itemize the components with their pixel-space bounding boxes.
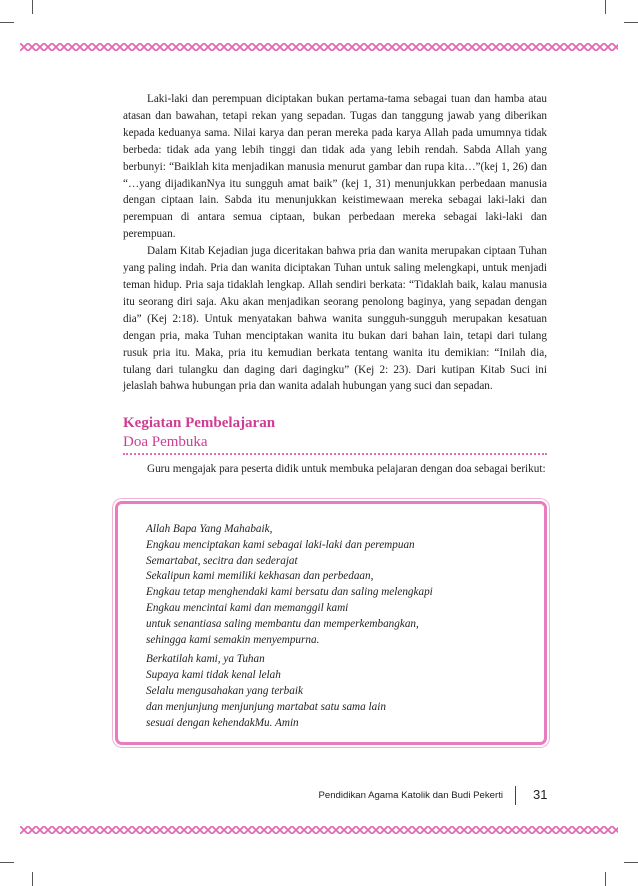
footer-separator [515,786,516,805]
paragraph: Laki-laki dan perempuan diciptakan bukan pertama-tama sebagai tuan dan hamba atau atasan dan bawahan, tetapi rekan yang sepadan. Tugas dan tanggung jawab yang diberikan kepada keduanya sama. Nilai karya dan peran mereka pada karya Allah pada umumnya tidak berbeda: tidak ada yang lebih tinggi dan tidak ada yang lebih rendah. Sabda Allah yang berbunyi: “Baiklah kita menjadikan manusia menurut gambar dan rupa kita…”(kej 1, 26) dan “…yang dijadikanNya itu sungguh amat baik” (kej 1, 31) menunjukkan perbedaan manusia dengan ciptaan lain. Sabda itu menunjukkan keistimewaan mereka sebagai laki-laki dan perempuan di antara semua ciptaan, bukan perbedaan mereka sebagai laki-laki dan perempuan. [123,93,547,241]
prayer-stanza [146,522,536,648]
prayer-line: Allah Bapa Yang Mahabaik, [146,523,273,535]
prayer-line: dan menjunjung menjunjung martabat satu sama lain [146,700,386,713]
section-subheading: Doa Pembuka [123,434,208,450]
prayer-text [146,522,536,731]
prayer-line: Engkau menciptakan kami sebagai laki-laki dan perempuan [146,538,415,551]
crop-mark [624,862,638,863]
decorative-band-bottom [20,826,618,834]
prayer-stanza [146,652,536,731]
crop-mark [605,872,606,886]
instruction-text [123,461,547,478]
crop-mark [0,22,14,23]
prayer-line: Selalu mengusahakan yang terbaik [146,684,303,697]
prayer-line: Engkau mencintai kami dan memanggil kami [146,601,349,614]
prayer-box [115,501,547,745]
section-heading: Kegiatan Pembelajaran [123,415,276,431]
prayer-line: Supaya kami tidak kenal lelah [146,669,281,682]
prayer-line: Semartabat, secitra dan sederajat [146,554,298,567]
prayer-line: untuk senantiasa saling membantu dan memperkembangkan, [146,617,419,630]
crop-mark [32,0,33,14]
footer-book-title: Pendidikan Agama Katolik dan Budi Pekerti [318,790,503,801]
prayer-line: sehingga kami semakin menyempurna. [146,633,320,646]
crop-mark [0,862,14,863]
crop-mark [624,22,638,23]
prayer-line: Engkau tetap menghendaki kami bersatu dan saling melengkapi [146,586,433,599]
crop-mark [605,0,606,14]
decorative-band-top [20,43,618,51]
paragraph: Dalam Kitab Kejadian juga diceritakan bahwa pria dan wanita merupakan ciptaan Tuhan yang paling indah. Pria dan wanita diciptakan Tuhan untuk saling melengkapi, untuk menjadi teman hidup. Pria saja tidaklah lengkap. Allah sendiri berkata: “Tidaklah baik, kalau manusia itu seorang diri saja. Aku akan menjadikan seorang penolong baginya, yang sepadan dengan dia” (Kej 2:18). Untuk menyatakan bahwa wanita sungguh-sungguh merupakan kesatuan dengan pria, maka Tuhan menciptakan wanita itu bukan dari bahan lain, tetapi dari tulang rusuk pria itu. Maka, pria itu kemudian berkata tentang wanita itu demikian: “Inilah dia, tulang dari tulangku dan daging dari dagingku” (Kej 2: 23). Dari kutipan Kitab Suci ini jelaslah bahwa hubungan pria dan wanita adalah hubungan yang suci dan sepadan. [123,245,547,393]
prayer-line: sesuai dengan kehendakMu. Amin [146,716,299,729]
prayer-line: Berkatilah kami, ya Tuhan [146,653,265,666]
page-number: 31 [533,787,548,802]
crop-mark [32,872,33,886]
dotted-divider [123,453,547,455]
paragraph: Guru mengajak para peserta didik untuk membuka pelajaran dengan doa sebagai berikut: [147,463,546,475]
prayer-line: Sekalipun kami memiliki kekhasan dan perbedaan, [146,570,374,583]
body-text [123,91,547,395]
